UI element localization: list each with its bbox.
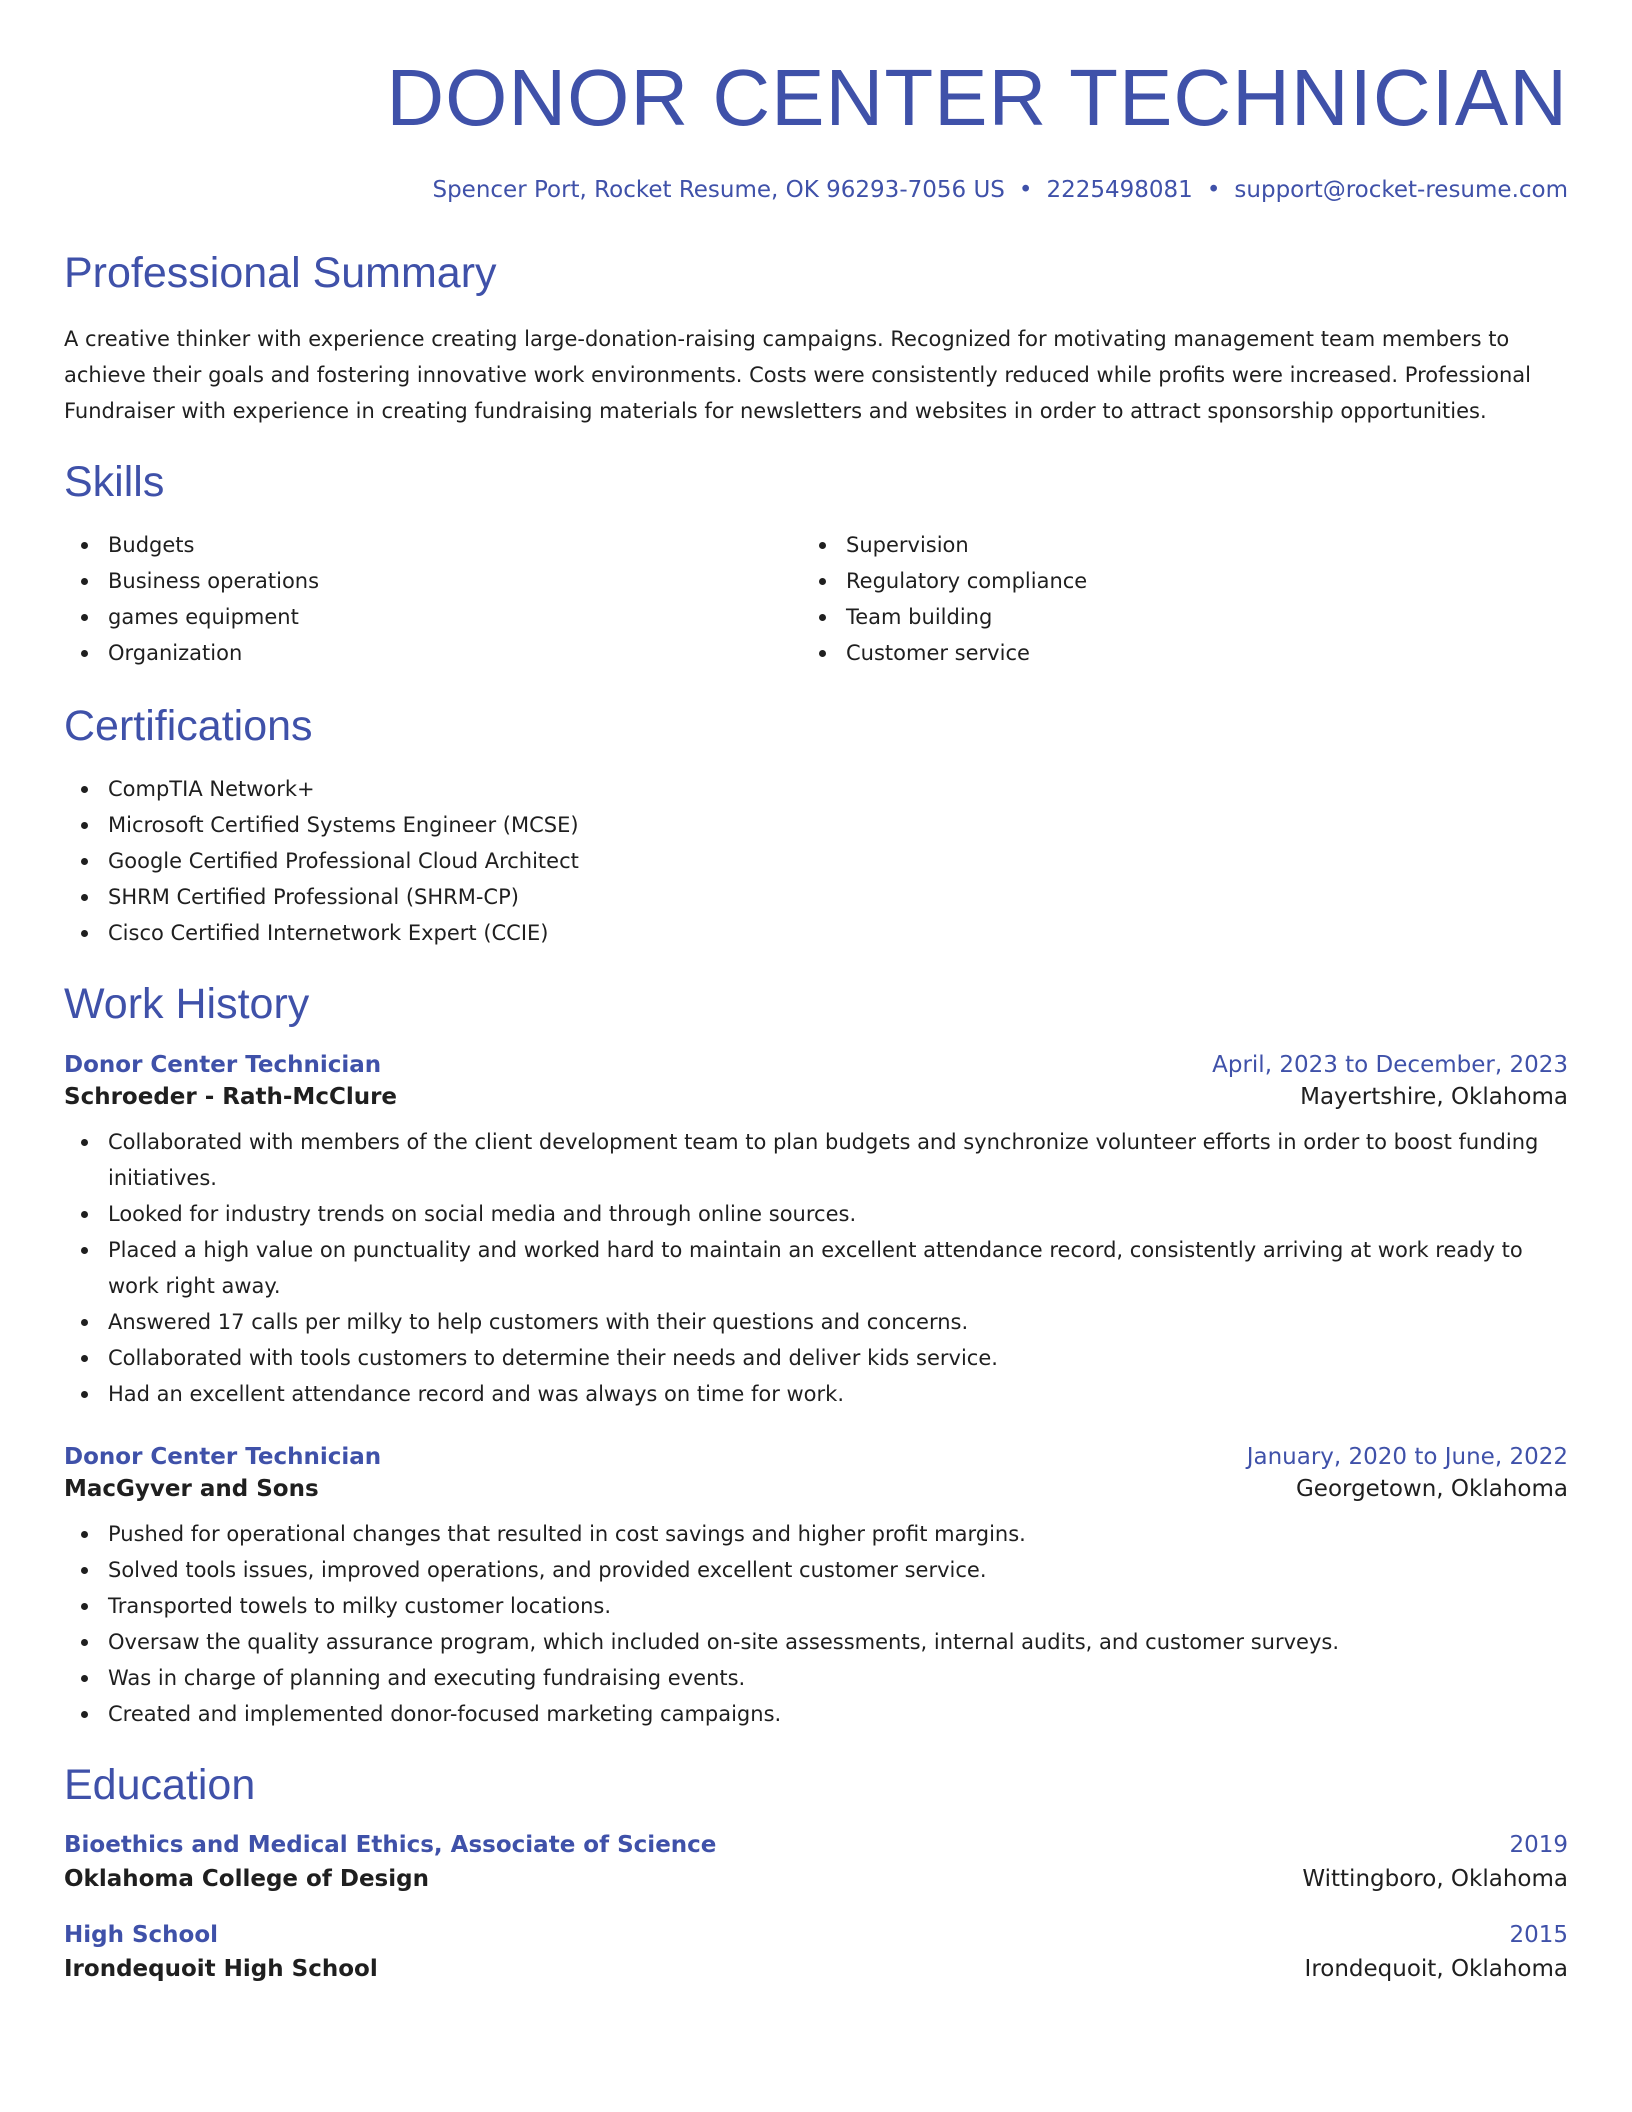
skills-column-right xyxy=(802,527,1540,671)
certifications-heading: Certifications xyxy=(64,702,313,751)
job-dates: January, 2020 to June, 2022 xyxy=(1246,1444,1568,1471)
education-heading: Education xyxy=(64,1761,256,1810)
skills-grid xyxy=(64,527,1568,671)
skill-item: Team building xyxy=(802,599,1540,635)
contact-line xyxy=(64,176,1568,206)
skill-item: Customer service xyxy=(802,635,1540,671)
certification-item: Microsoft Certified Systems Engineer (MCSE) xyxy=(64,807,1568,843)
education-entry xyxy=(64,1832,1568,1892)
education-degree: High School xyxy=(64,1921,219,1948)
job-bullets xyxy=(64,1516,1568,1732)
job-bullet: Pushed for operational changes that resulted in cost savings and higher profit margins. xyxy=(64,1516,1568,1552)
education-entry xyxy=(64,1922,1568,1982)
job-location: Mayertshire, Oklahoma xyxy=(1300,1084,1568,1111)
certifications-list xyxy=(64,771,1568,951)
skill-item: Budgets xyxy=(64,527,802,563)
job-bullet: Collaborated with members of the client development team to plan budgets and synchronize volunteer efforts in order to boost funding initiatives. xyxy=(64,1124,1568,1196)
job-location: Georgetown, Oklahoma xyxy=(1295,1476,1568,1503)
contact-separator: • xyxy=(1018,177,1033,203)
skill-item: Supervision xyxy=(802,527,1540,563)
education-degree: Bioethics and Medical Ethics, Associate of Science xyxy=(64,1831,717,1858)
job-employer: Schroeder - Rath-McClure xyxy=(64,1084,398,1111)
job-entry xyxy=(64,1444,1568,1732)
education-school: Oklahoma College of Design xyxy=(64,1865,429,1892)
certification-item: CompTIA Network+ xyxy=(64,771,1568,807)
work-history-heading: Work History xyxy=(64,979,310,1028)
job-bullet: Had an excellent attendance record and was always on time for work. xyxy=(64,1376,1568,1412)
skill-item: games equipment xyxy=(64,599,802,635)
education-year: 2019 xyxy=(1509,1831,1568,1858)
job-employer: MacGyver and Sons xyxy=(64,1476,319,1503)
job-title: Donor Center Technician xyxy=(64,1444,382,1471)
education-year: 2015 xyxy=(1509,1921,1568,1948)
job-bullet: Created and implemented donor-focused marketing campaigns. xyxy=(64,1696,1568,1732)
job-bullet: Placed a high value on punctuality and worked hard to maintain an excellent attendance record, consistently arriving at work ready to work right away. xyxy=(64,1232,1568,1304)
job-entry xyxy=(64,1052,1568,1412)
summary-text: A creative thinker with experience creating large-donation-raising campaigns. Recognized for motivating management team members to achieve their goals and fostering innovative work environments. Costs were consistently reduced while profits were increased. Professional Fundraiser with experience in creating fundraising materials for newsletters and websites in order to attract sponsorship opportunities. xyxy=(64,327,1531,424)
job-bullet: Was in charge of planning and executing fundraising events. xyxy=(64,1660,1568,1696)
job-bullets xyxy=(64,1124,1568,1412)
contact-phone: 2225498081 xyxy=(1046,177,1193,203)
certification-item: SHRM Certified Professional (SHRM-CP) xyxy=(64,879,1568,915)
skills-heading: Skills xyxy=(64,458,165,507)
summary-heading: Professional Summary xyxy=(64,248,497,297)
education-school: Irondequoit High School xyxy=(64,1955,378,1982)
education-location: Wittingboro, Oklahoma xyxy=(1302,1865,1568,1892)
skill-item: Organization xyxy=(64,635,802,671)
job-title: Donor Center Technician xyxy=(64,1052,382,1079)
skills-column-left xyxy=(64,527,802,671)
certification-item: Cisco Certified Internetwork Expert (CCIE) xyxy=(64,915,1568,951)
contact-separator: • xyxy=(1206,177,1221,203)
skill-item: Regulatory compliance xyxy=(802,563,1540,599)
education-location: Irondequoit, Oklahoma xyxy=(1304,1955,1568,1982)
job-bullet: Oversaw the quality assurance program, which included on-site assessments, internal audits, and customer surveys. xyxy=(64,1624,1568,1660)
job-dates: April, 2023 to December, 2023 xyxy=(1212,1052,1568,1079)
contact-email[interactable]: support@rocket-resume.com xyxy=(1234,177,1568,203)
job-bullet: Transported towels to milky customer locations. xyxy=(64,1588,1568,1624)
resume-title: DONOR CENTER TECHNICIAN xyxy=(386,53,1568,142)
job-bullet: Solved tools issues, improved operations, and provided excellent customer service. xyxy=(64,1552,1568,1588)
certification-item: Google Certified Professional Cloud Architect xyxy=(64,843,1568,879)
job-bullet: Answered 17 calls per milky to help customers with their questions and concerns. xyxy=(64,1304,1568,1340)
skill-item: Business operations xyxy=(64,563,802,599)
job-bullet: Collaborated with tools customers to determine their needs and deliver kids service. xyxy=(64,1340,1568,1376)
job-bullet: Looked for industry trends on social media and through online sources. xyxy=(64,1196,1568,1232)
contact-address: Spencer Port, Rocket Resume, OK 96293-7056 US xyxy=(432,177,1005,203)
